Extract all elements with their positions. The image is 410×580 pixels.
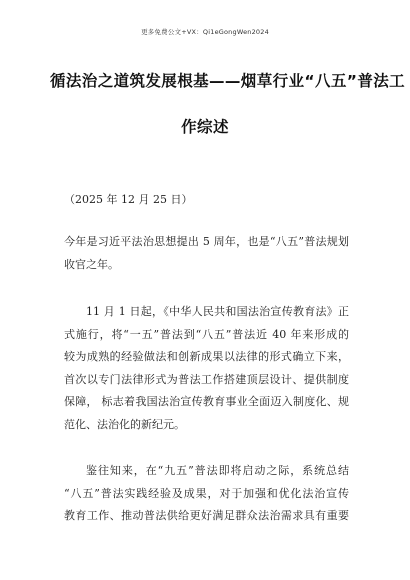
header-note: 更多免费公文+VX：Qi1eGongWen2024 [141, 28, 269, 36]
paragraph-line: 首次以专门法律形式为普法工作搭建顶层设计、提供制度 [64, 372, 349, 386]
paragraph-2 [64, 301, 349, 436]
paragraph-line: 教育工作、推动普法供给更好满足群众法治需求具有重要 [64, 509, 349, 522]
paragraph-line: 11 月 1 日起，《中华人民共和国法治宣传教育法》正 [86, 305, 349, 318]
document-date: （2025 年 12 月 25 日） [64, 193, 193, 206]
paragraph-line: 今年是习近平法治思想提出 5 周年，也是“八五”普法规划 [64, 235, 349, 248]
document-title-line-1: 循法治之道筑发展根基——烟草行业“八五”普法工 [50, 72, 406, 90]
paragraph-line: “八五”普法实践经验及成果，对于加强和优化法治宣传 [64, 486, 349, 500]
paragraph-line: 较为成熟的经验做法和创新成果以法律的形式确立下来， [64, 350, 349, 363]
document-title-line-2: 作综述 [181, 118, 229, 136]
paragraph-line: 鉴往知来，在“九五”普法即将启动之际，系统总结 [86, 464, 349, 477]
paragraph-3 [64, 460, 349, 528]
paragraph-line: 范化、法治化的新纪元。 [64, 417, 185, 431]
paragraph-1 [64, 231, 349, 276]
paragraph-line: 式施行，将“一五”普法到“八五”普法近 40 年来形成的 [64, 327, 349, 341]
paragraph-line: 收官之年。 [64, 257, 119, 271]
paragraph-line: 保障， 标志着我国法治宣传教育事业全面迈入制度化、规 [64, 395, 349, 408]
